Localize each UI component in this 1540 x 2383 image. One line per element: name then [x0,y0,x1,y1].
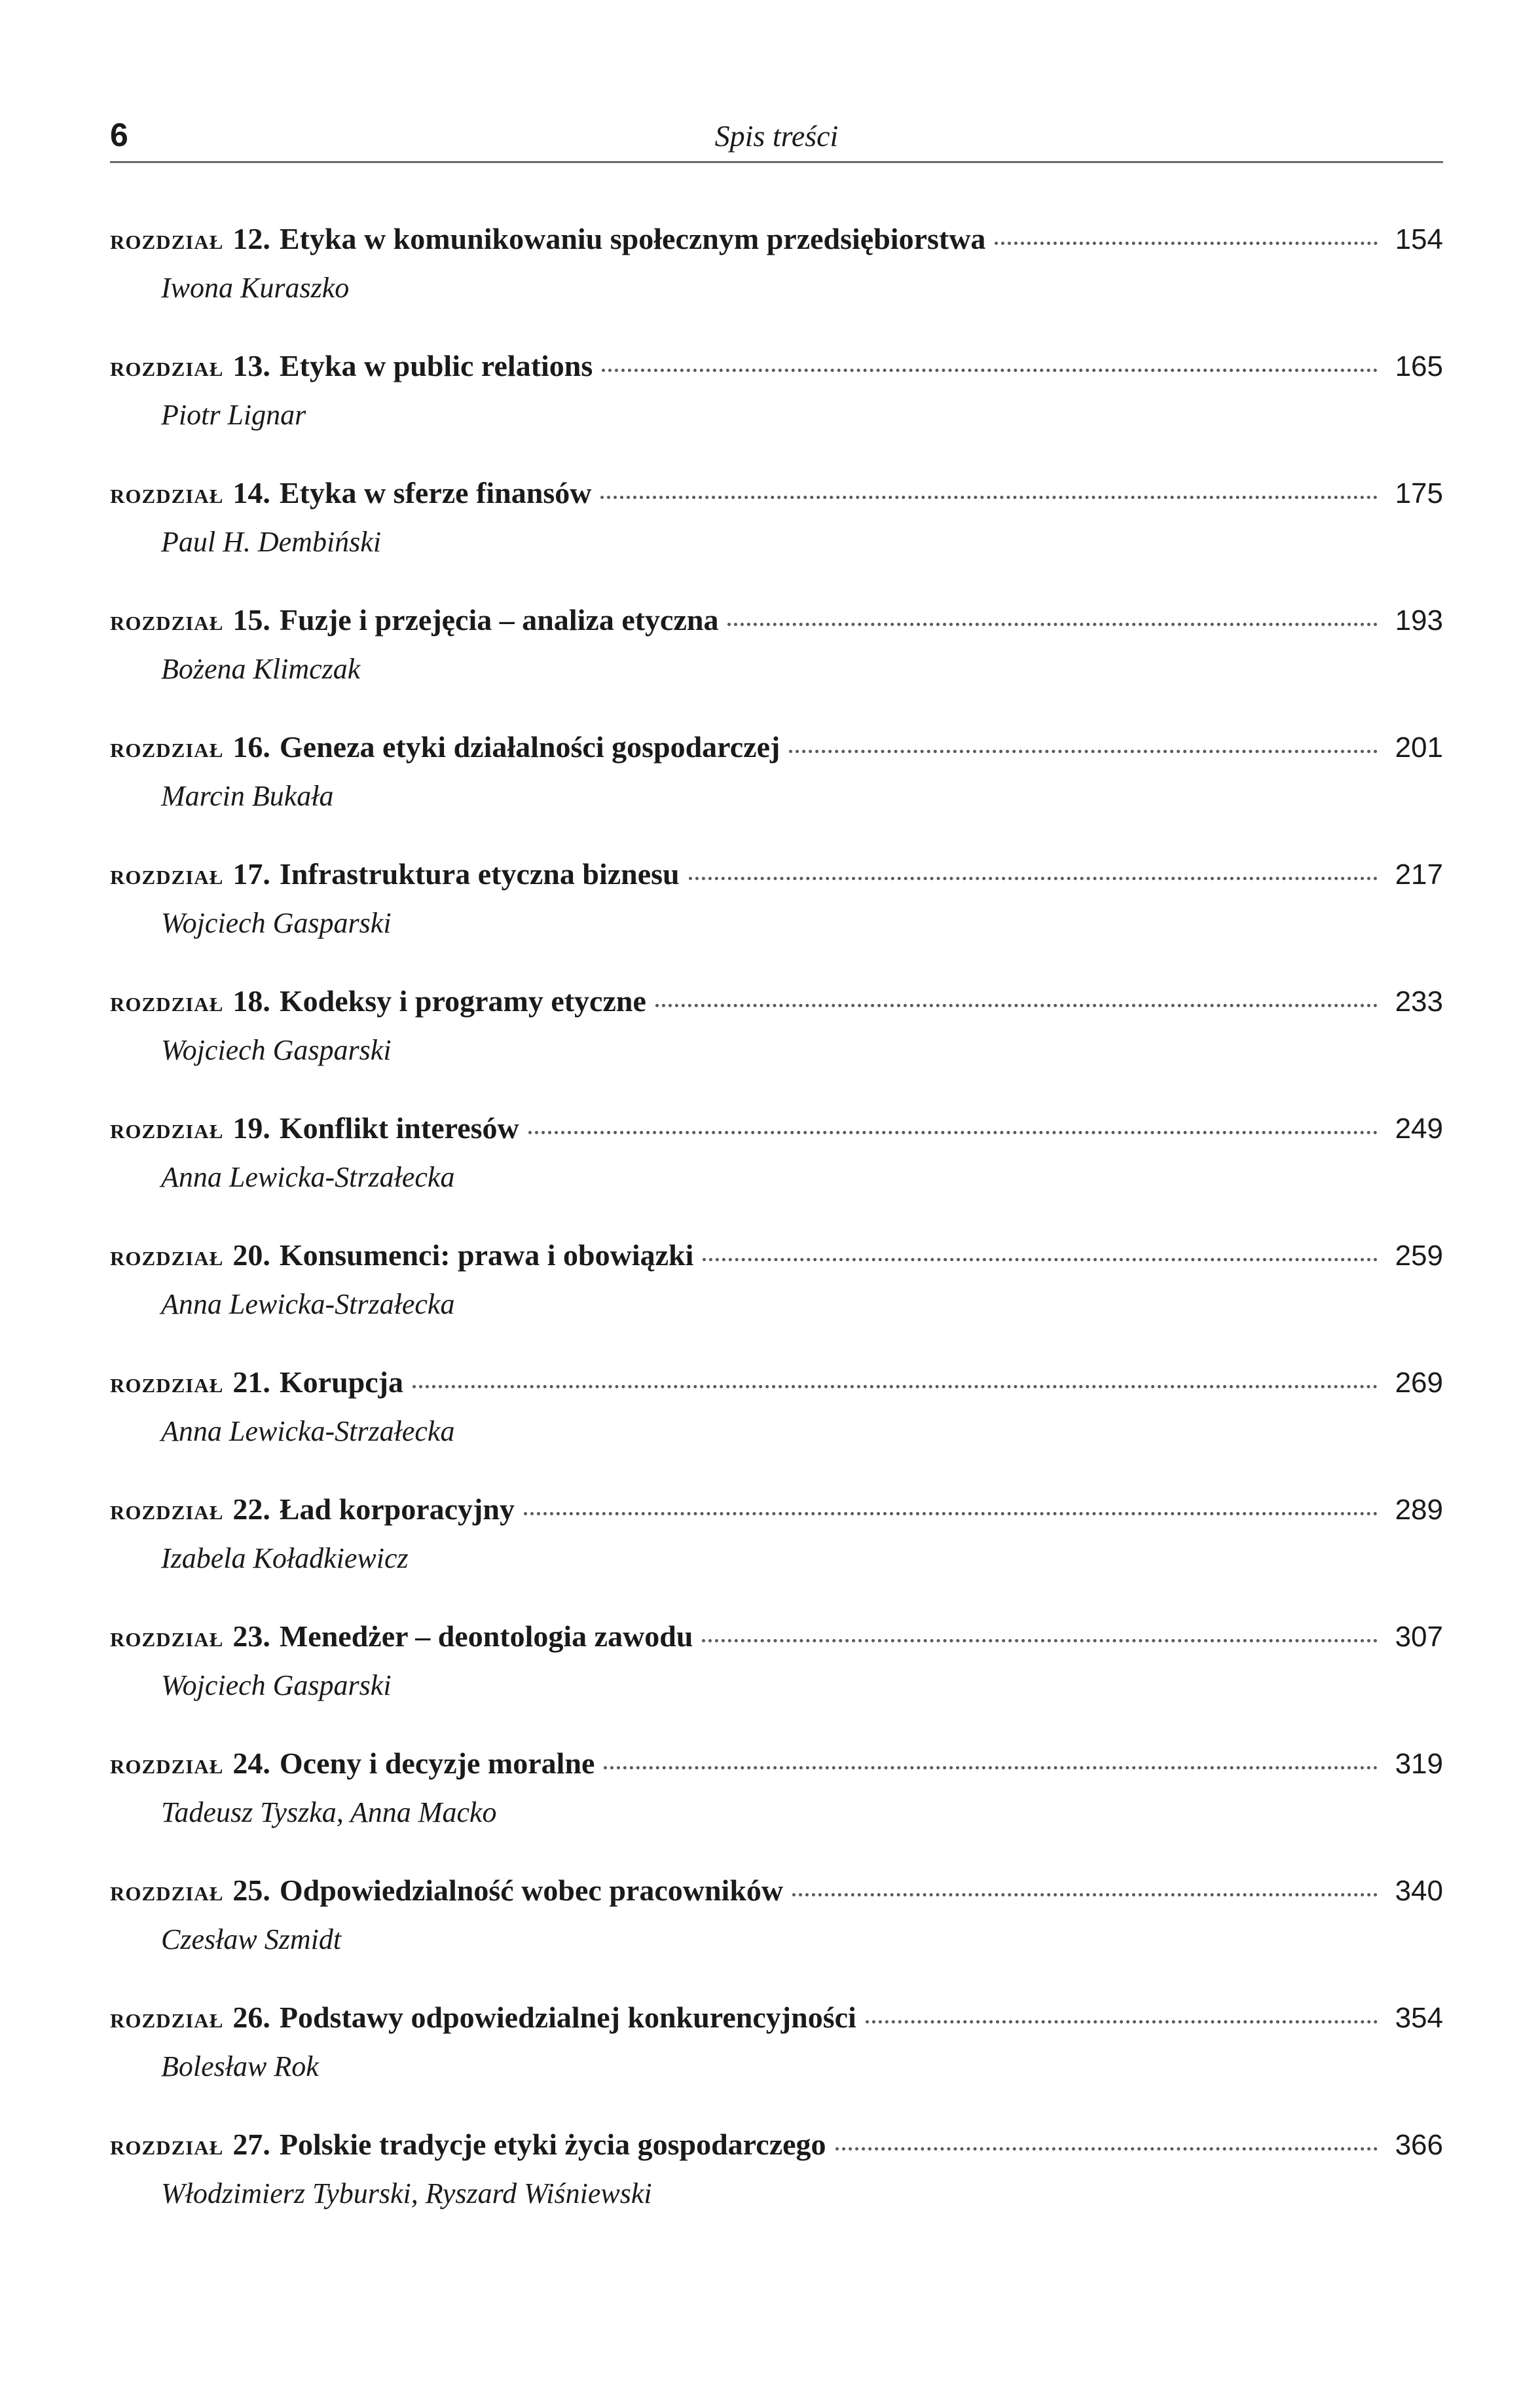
toc-entry[interactable] [110,730,1443,857]
chapter-number-dot: . [263,476,270,509]
dot-leader [995,242,1378,245]
toc-entry-line [110,1492,1443,1534]
chapter-label: rozdział [110,350,224,382]
chapter-number: 16 [232,730,263,764]
chapter-number-dot: . [263,222,270,255]
toc-entry[interactable] [110,475,1443,602]
chapter-author: Anna Lewicka-Strzałecka [161,1288,455,1320]
chapter-title: Fuzje i przejęcia – analiza etyczna [279,603,719,637]
chapter-author: Marcin Bukała [161,780,334,812]
toc-entry[interactable] [110,1111,1443,1238]
running-title: Spis treści [714,119,839,153]
toc-entry-line [110,475,1443,517]
chapter-label: rozdział [110,1367,224,1399]
page-reference: 193 [1395,604,1443,637]
chapter-title: Etyka w sferze finansów [279,476,592,509]
page-reference: 289 [1395,1494,1443,1526]
toc-entry[interactable] [110,857,1443,984]
chapter-title: Oceny i decyzje moralne [279,1746,595,1780]
toc-entry[interactable] [110,1238,1443,1365]
toc-entry-line [110,1238,1443,1280]
dot-leader [528,1131,1378,1134]
chapter-number-dot: . [263,2001,270,2034]
toc-entry[interactable] [110,984,1443,1111]
chapter-label: rozdział [110,1748,224,1780]
chapter-number: 22 [232,1492,263,1526]
toc-entry-line [110,1365,1443,1407]
chapter-number-dot: . [263,1492,270,1526]
chapter-author: Tadeusz Tyszka, Anna Macko [161,1796,497,1828]
chapter-number: 18 [232,984,263,1018]
toc-entry-line [110,1619,1443,1661]
chapter-number: 27 [232,2128,263,2161]
chapter-author: Wojciech Gasparski [161,907,392,939]
dot-leader [524,1512,1378,1515]
chapter-label: rozdział [110,604,224,637]
chapter-number-dot: . [263,1619,270,1653]
page-reference: 307 [1395,1621,1443,1653]
page-reference: 259 [1395,1240,1443,1272]
chapter-title: Infrastruktura etyczna biznesu [279,857,680,891]
chapter-number: 20 [232,1238,263,1272]
page-reference: 249 [1395,1113,1443,1145]
chapter-label: rozdział [110,223,224,255]
page-reference: 165 [1395,350,1443,382]
page-reference: 154 [1395,223,1443,255]
chapter-number: 19 [232,1111,263,1145]
chapter-number: 21 [232,1365,263,1399]
chapter-label: rozdział [110,859,224,891]
dot-leader [703,1258,1378,1261]
page-reference: 175 [1395,477,1443,509]
toc-entry-line [110,1873,1443,1915]
toc-entry[interactable] [110,1873,1443,2000]
dot-leader [689,877,1378,880]
chapter-author: Wojciech Gasparski [161,1669,392,1701]
chapter-title: Ład korporacyjny [279,1492,515,1526]
dot-leader [655,1004,1378,1007]
chapter-title: Korupcja [279,1365,403,1399]
chapter-number-dot: . [263,1238,270,1272]
dot-leader [604,1766,1378,1769]
chapter-label: rozdział [110,731,224,764]
toc-entry[interactable] [110,348,1443,475]
chapter-number: 15 [232,603,263,637]
page-reference: 366 [1395,2129,1443,2161]
chapter-author: Iwona Kuraszko [161,272,350,304]
chapter-number: 26 [232,2001,263,2034]
page-reference: 269 [1395,1367,1443,1399]
chapter-number: 25 [232,1874,263,1907]
toc-entry[interactable] [110,1746,1443,1873]
dot-leader [727,623,1378,626]
toc-entry-line [110,602,1443,644]
chapter-title: Kodeksy i programy etyczne [279,984,646,1018]
toc-entry-line [110,2000,1443,2042]
chapter-number-dot: . [263,1111,270,1145]
chapter-label: rozdział [110,2129,224,2161]
chapter-author: Piotr Lignar [161,399,306,431]
page-header [110,109,1443,163]
chapter-title: Polskie tradycje etyki życia gospodarczego [279,2128,826,2161]
dot-leader [789,750,1378,753]
chapter-author: Czesław Szmidt [161,1923,342,1955]
toc-entry-line [110,2127,1443,2169]
chapter-title: Etyka w public relations [279,349,593,382]
chapter-number: 12 [232,222,263,255]
page-reference: 217 [1395,859,1443,891]
toc-entry[interactable] [110,2127,1443,2254]
page-reference: 201 [1395,731,1443,764]
chapter-title: Konflikt interesów [279,1111,519,1145]
dot-leader [835,2147,1378,2151]
chapter-author: Bolesław Rok [161,2050,319,2082]
chapter-number-dot: . [263,603,270,637]
chapter-author: Anna Lewicka-Strzałecka [161,1161,455,1193]
chapter-title: Odpowiedzialność wobec pracowników [279,1874,784,1907]
chapter-number-dot: . [263,730,270,764]
page-reference: 340 [1395,1875,1443,1907]
chapter-author: Wojciech Gasparski [161,1034,392,1066]
toc-entry[interactable] [110,1365,1443,1492]
chapter-number-dot: . [263,2128,270,2161]
chapter-title: Podstawy odpowiedzialnej konkurencyjności [279,2001,856,2034]
chapter-title: Menedżer – deontologia zawodu [279,1619,693,1653]
chapter-number: 23 [232,1619,263,1653]
toc-entry-line [110,857,1443,898]
chapter-title: Konsumenci: prawa i obowiązki [279,1238,694,1272]
dot-leader [702,1639,1378,1642]
chapter-author: Anna Lewicka-Strzałecka [161,1415,455,1447]
chapter-title: Etyka w komunikowaniu społecznym przedsiębiorstwa [279,222,986,255]
chapter-label: rozdział [110,1494,224,1526]
chapter-label: rozdział [110,1875,224,1907]
chapter-label: rozdział [110,986,224,1018]
chapter-number: 14 [232,476,263,509]
toc-entry[interactable] [110,1619,1443,1746]
toc-entry-line [110,348,1443,390]
chapter-author: Włodzimierz Tyburski, Ryszard Wiśniewski [161,2177,652,2209]
chapter-number: 17 [232,857,263,891]
chapter-label: rozdział [110,1621,224,1653]
toc-entry-line [110,984,1443,1025]
chapter-author: Bożena Klimczak [161,653,361,685]
toc-entry-line [110,1111,1443,1153]
chapter-label: rozdział [110,1240,224,1272]
page-reference: 319 [1395,1748,1443,1780]
dot-leader [866,2020,1378,2023]
toc-entry[interactable] [110,221,1443,348]
dot-leader [602,369,1378,372]
page-reference: 354 [1395,2002,1443,2034]
page-reference: 233 [1395,986,1443,1018]
chapter-label: rozdział [110,2002,224,2034]
chapter-label: rozdział [110,1113,224,1145]
chapter-number-dot: . [263,857,270,891]
chapter-title: Geneza etyki działalności gospodarczej [279,730,780,764]
chapter-number: 24 [232,1746,263,1780]
chapter-author: Izabela Koładkiewicz [161,1542,409,1574]
dot-leader [600,496,1378,499]
chapter-number-dot: . [263,1365,270,1399]
toc-entry[interactable] [110,2000,1443,2127]
dot-leader [412,1385,1378,1388]
chapter-label: rozdział [110,477,224,509]
page-number: 6 [110,117,128,153]
chapter-number-dot: . [263,1746,270,1780]
toc-entry-line [110,730,1443,771]
chapter-number: 13 [232,349,263,382]
toc-entry[interactable] [110,602,1443,730]
chapter-number-dot: . [263,984,270,1018]
table-of-contents [110,221,1443,2254]
chapter-author: Paul H. Dembiński [161,526,382,558]
toc-entry-line [110,1746,1443,1788]
chapter-number-dot: . [263,1874,270,1907]
dot-leader [792,1893,1378,1896]
chapter-number-dot: . [263,349,270,382]
toc-entry[interactable] [110,1492,1443,1619]
toc-entry-line [110,221,1443,263]
